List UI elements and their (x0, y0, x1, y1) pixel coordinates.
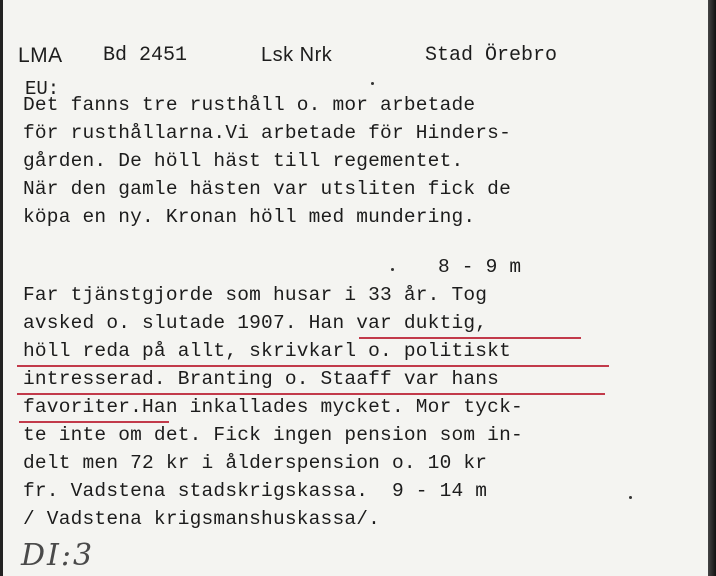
text-line-8: avsked o. slutade 1907. Han var duktig, (23, 312, 488, 334)
handwritten-signature: DI:3 (21, 538, 95, 573)
red-underline-4 (19, 421, 169, 423)
ink-dot (371, 82, 374, 85)
text-line-2: för rusthållarna.Vi arbetade för Hinders- (23, 122, 511, 144)
red-underline-3 (17, 393, 605, 395)
text-line-4: När den gamle hästen var utsliten fick de (23, 178, 511, 200)
time-marker-1: 8 - 9 m (438, 256, 522, 278)
text-line-9: höll reda på allt, skrivkarl o. politiskt (23, 340, 511, 362)
text-line-3: gården. De höll häst till regementet. (23, 150, 464, 172)
text-line-11: favoriter.Han inkallades mycket. Mor tyck- (23, 396, 523, 418)
text-line-10: intresserad. Branting o. Staaff var hans (23, 368, 500, 390)
red-underline-1 (359, 337, 581, 339)
text-line-5: köpa en ny. Kronan höll med mundering. (23, 206, 476, 228)
text-line-14: fr. Vadstena stadskrigskassa. 9 - 14 m (23, 480, 488, 502)
text-line-13: delt men 72 kr i ålderspension o. 10 kr (23, 452, 488, 474)
ink-dot (391, 268, 394, 271)
text-line-1: Det fanns tre rusthåll o. mor arbetade (23, 94, 476, 116)
section-label: EU: (25, 78, 60, 100)
ink-dot (629, 496, 632, 499)
archive-code: LMA (18, 44, 63, 67)
text-line-12: te inte om det. Fick ingen pension som in- (23, 424, 523, 446)
red-underline-2 (17, 365, 609, 367)
text-line-7: Far tjänstgjorde som husar i 33 år. Tog (23, 284, 488, 306)
category-code: Lsk Nrk (261, 44, 333, 66)
text-line-15: / Vadstena krigsmanshuskassa/. (23, 508, 381, 530)
right-edge (708, 0, 716, 576)
volume-number: Bd 2451 (103, 44, 188, 67)
place-name: Stad Örebro (425, 44, 558, 67)
